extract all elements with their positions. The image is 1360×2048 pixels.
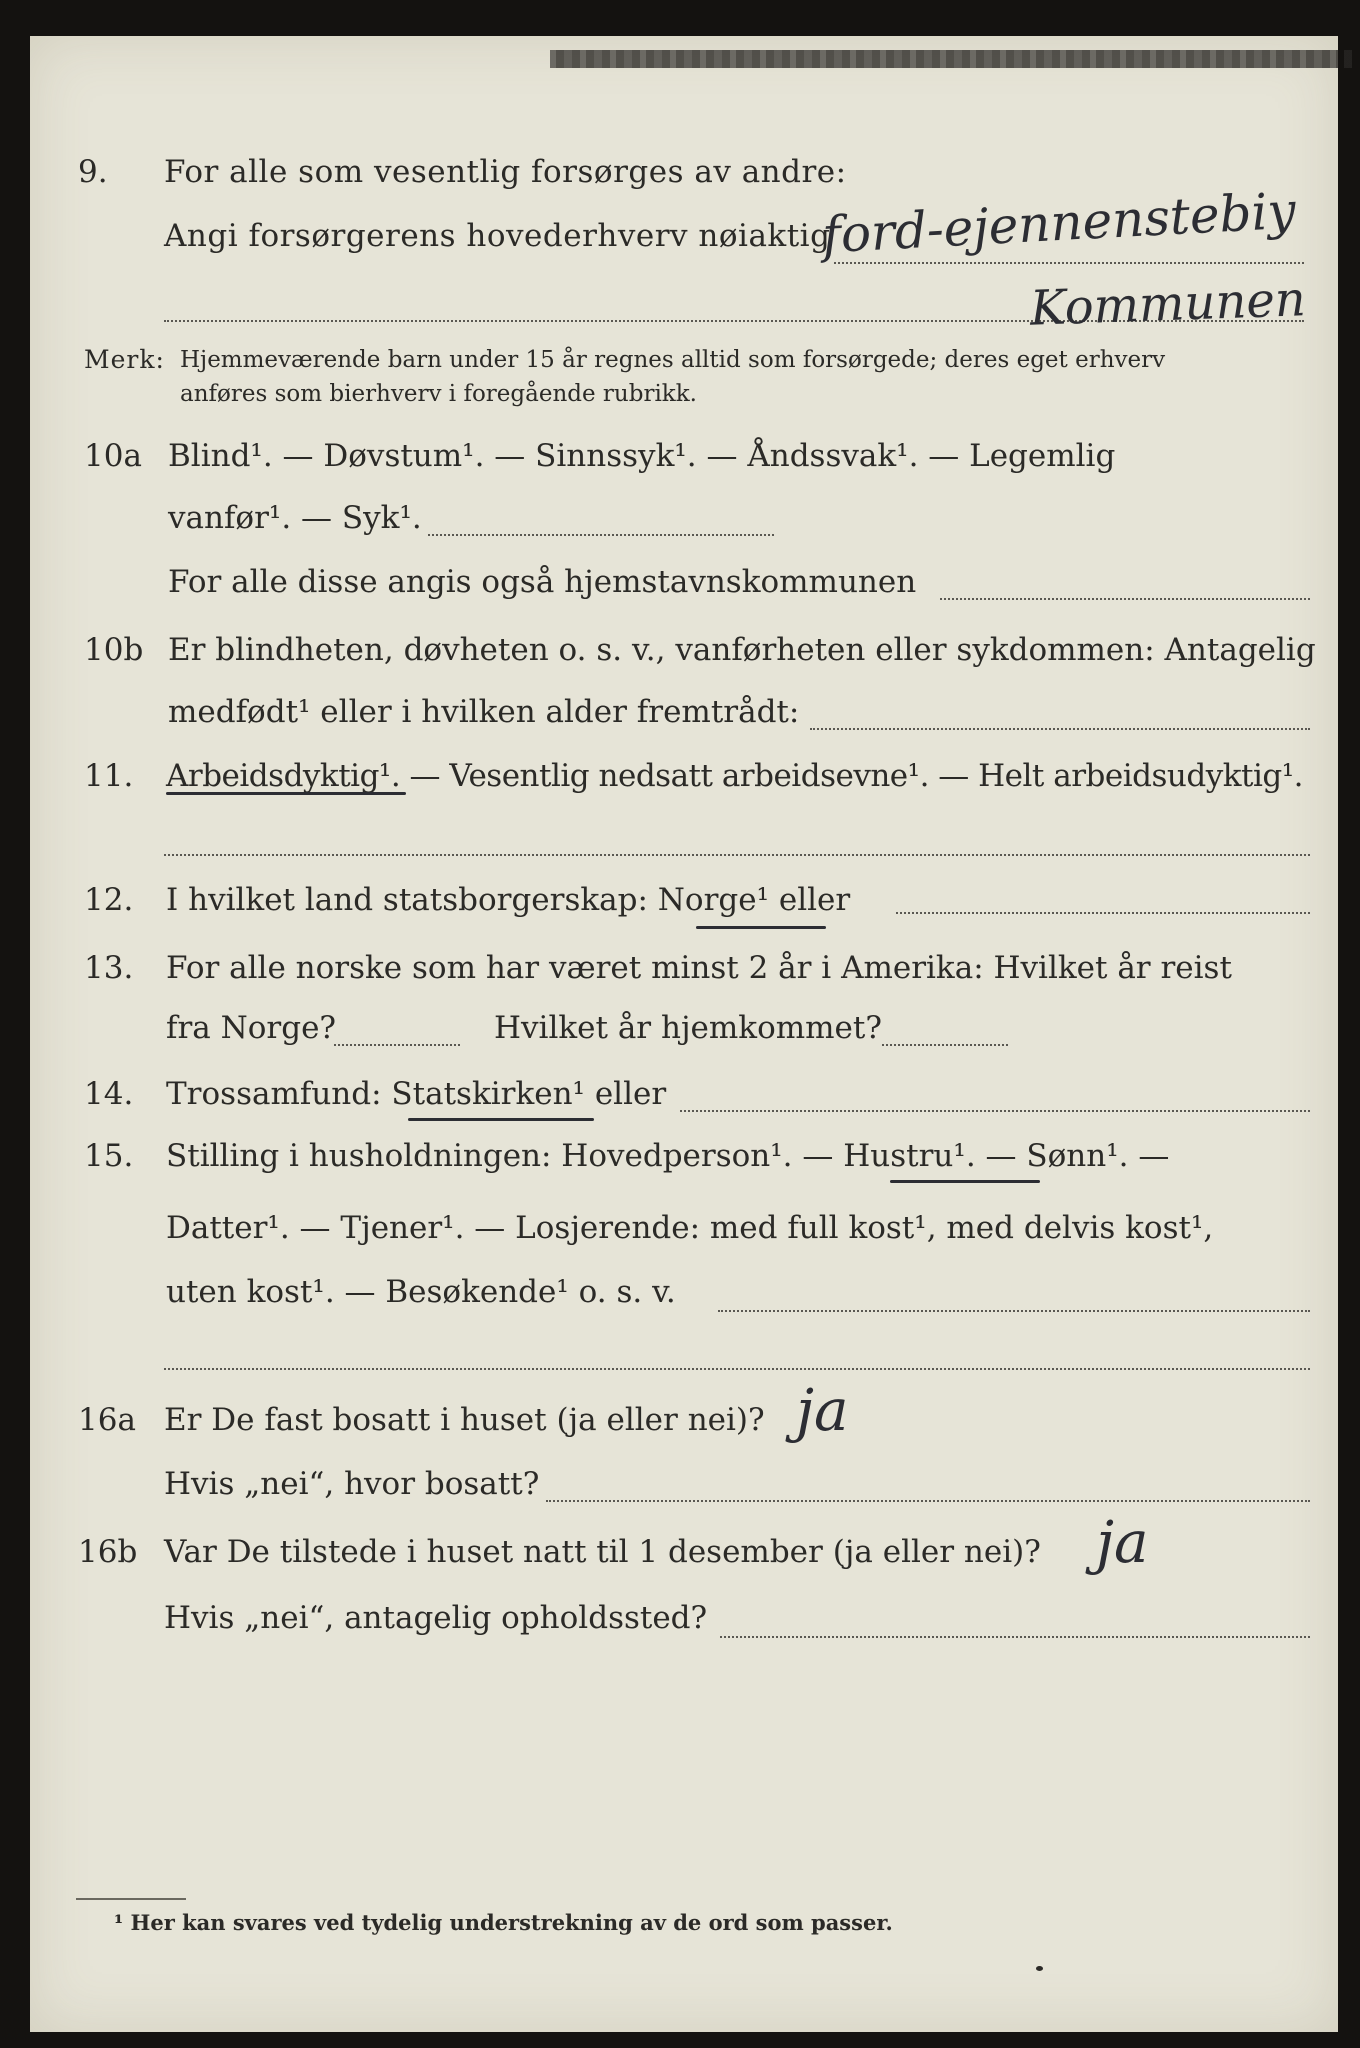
note-text-line: Hjemmeværende barn under 15 år regnes alltid som forsørgede; deres eget erhverv [180, 347, 1166, 373]
item-text-line: For alle disse angis også hjemstavnskommunen [168, 564, 917, 600]
item-text-line: uten kost¹. — Besøkende¹ o. s. v. [166, 1274, 676, 1310]
item-text-line: Angi forsørgerens hovederhverv nøiaktig [164, 218, 831, 254]
item-15 [30, 1134, 1338, 1184]
answer-line [428, 534, 774, 536]
answer-line [164, 854, 1310, 856]
underline-statskirken [408, 1118, 594, 1121]
item-13 [30, 946, 1338, 996]
item-14 [30, 1072, 1338, 1122]
item-text-line: Var De tilstede i huset natt til 1 desember (ja eller nei)? [164, 1534, 1041, 1570]
item-text-line: Hvis „nei“, hvor bosatt? [164, 1466, 540, 1502]
item-15-line-2 [30, 1206, 1338, 1256]
answer-line [882, 1044, 1008, 1046]
item-10b [30, 628, 1338, 678]
item-text-line: Hvilket år hjemkommet? [494, 1010, 882, 1046]
item-10a-line-2 [30, 496, 1338, 546]
footnote: ¹ Her kan svares ved tydelig understrekning av de ord som passer. [114, 1910, 893, 1935]
item-text-line: Datter¹. — Tjener¹. — Losjerende: med full kost¹, med delvis kost¹, [166, 1210, 1214, 1246]
item-text-line: For alle som vesentlig forsørges av andre: [164, 154, 847, 190]
answer-line [546, 1500, 1310, 1502]
answer-line [810, 728, 1310, 730]
underline-norge [696, 926, 826, 929]
ink-speck [1036, 1966, 1043, 1971]
item-text-line: Er De fast bosatt i huset (ja eller nei)? [164, 1402, 765, 1438]
item-16b-line-2 [30, 1596, 1338, 1646]
item-number: 10b [84, 632, 144, 668]
item-10a [30, 434, 1338, 484]
census-form-page [30, 36, 1338, 2032]
handwritten-answer[interactable]: ja [1096, 1508, 1149, 1576]
item-number: 12. [84, 882, 134, 918]
item-text-line: Arbeidsdyktig¹. — Vesentlig nedsatt arbeidsevne¹. — Helt arbeidsudyktig¹. [166, 758, 1304, 794]
footnote-rule [76, 1898, 186, 1900]
item-text-line: fra Norge? [166, 1010, 337, 1046]
item-12 [30, 878, 1338, 928]
item-text-line: Hvis „nei“, antagelig opholdssted? [164, 1600, 708, 1636]
answer-line [164, 1368, 1310, 1370]
answer-line [334, 1044, 460, 1046]
scan-edge [550, 50, 1360, 68]
item-number: 16b [78, 1534, 138, 1570]
item-text-line: Trossamfund: Statskirken¹ eller [166, 1076, 667, 1112]
answer-line [834, 262, 1304, 264]
item-text-line: I hvilket land statsborgerskap: Norge¹ eller [166, 882, 851, 918]
item-15-line-3 [30, 1270, 1338, 1320]
item-16a [30, 1398, 1338, 1448]
item-number: 15. [84, 1138, 134, 1174]
note-text-line: anføres som bierhverv i foregående rubrikk. [180, 381, 697, 407]
underline-arbeidsdyktig [166, 792, 406, 795]
answer-line [718, 1310, 1310, 1312]
item-number: 9. [78, 154, 108, 190]
item-text-line: Stilling i husholdningen: Hovedperson¹. — Hustru¹. — Sønn¹. — [166, 1138, 1170, 1174]
handwritten-answer[interactable]: ford-ejennenstebiy [820, 181, 1298, 265]
answer-line [680, 1110, 1310, 1112]
item-text-line: Blind¹. — Døvstum¹. — Sinnssyk¹. — Åndssvak¹. — Legemlig [168, 438, 1116, 474]
item-text-line: For alle norske som har været minst 2 år i Amerika: Hvilket år reist [166, 950, 1232, 986]
item-number: 11. [84, 758, 134, 794]
item-number: 13. [84, 950, 134, 986]
item-10b-line-2 [30, 690, 1338, 740]
item-number: 10a [84, 438, 142, 474]
item-13-line-2 [30, 1006, 1338, 1056]
underline-hustru [890, 1180, 1040, 1183]
answer-line [940, 598, 1310, 600]
handwritten-answer[interactable]: ja [796, 1376, 849, 1444]
item-16a-line-2 [30, 1462, 1338, 1512]
item-10a-line-3 [30, 560, 1338, 610]
item-text-line: Er blindheten, døvheten o. s. v., vanførheten eller sykdommen: Antagelig [168, 632, 1316, 668]
answer-line [720, 1636, 1310, 1638]
answer-line [896, 912, 1310, 914]
item-number: 14. [84, 1076, 134, 1112]
note-merk-line-2 [30, 376, 1338, 426]
note-label: Merk: [84, 345, 165, 374]
item-text-line: vanfør¹. — Syk¹. [168, 500, 422, 536]
item-text-line: medfødt¹ eller i hvilken alder fremtrådt: [168, 694, 800, 730]
item-11 [30, 754, 1338, 804]
item-number: 16a [78, 1402, 136, 1438]
handwritten-answer[interactable]: Kommunen [1029, 271, 1307, 337]
